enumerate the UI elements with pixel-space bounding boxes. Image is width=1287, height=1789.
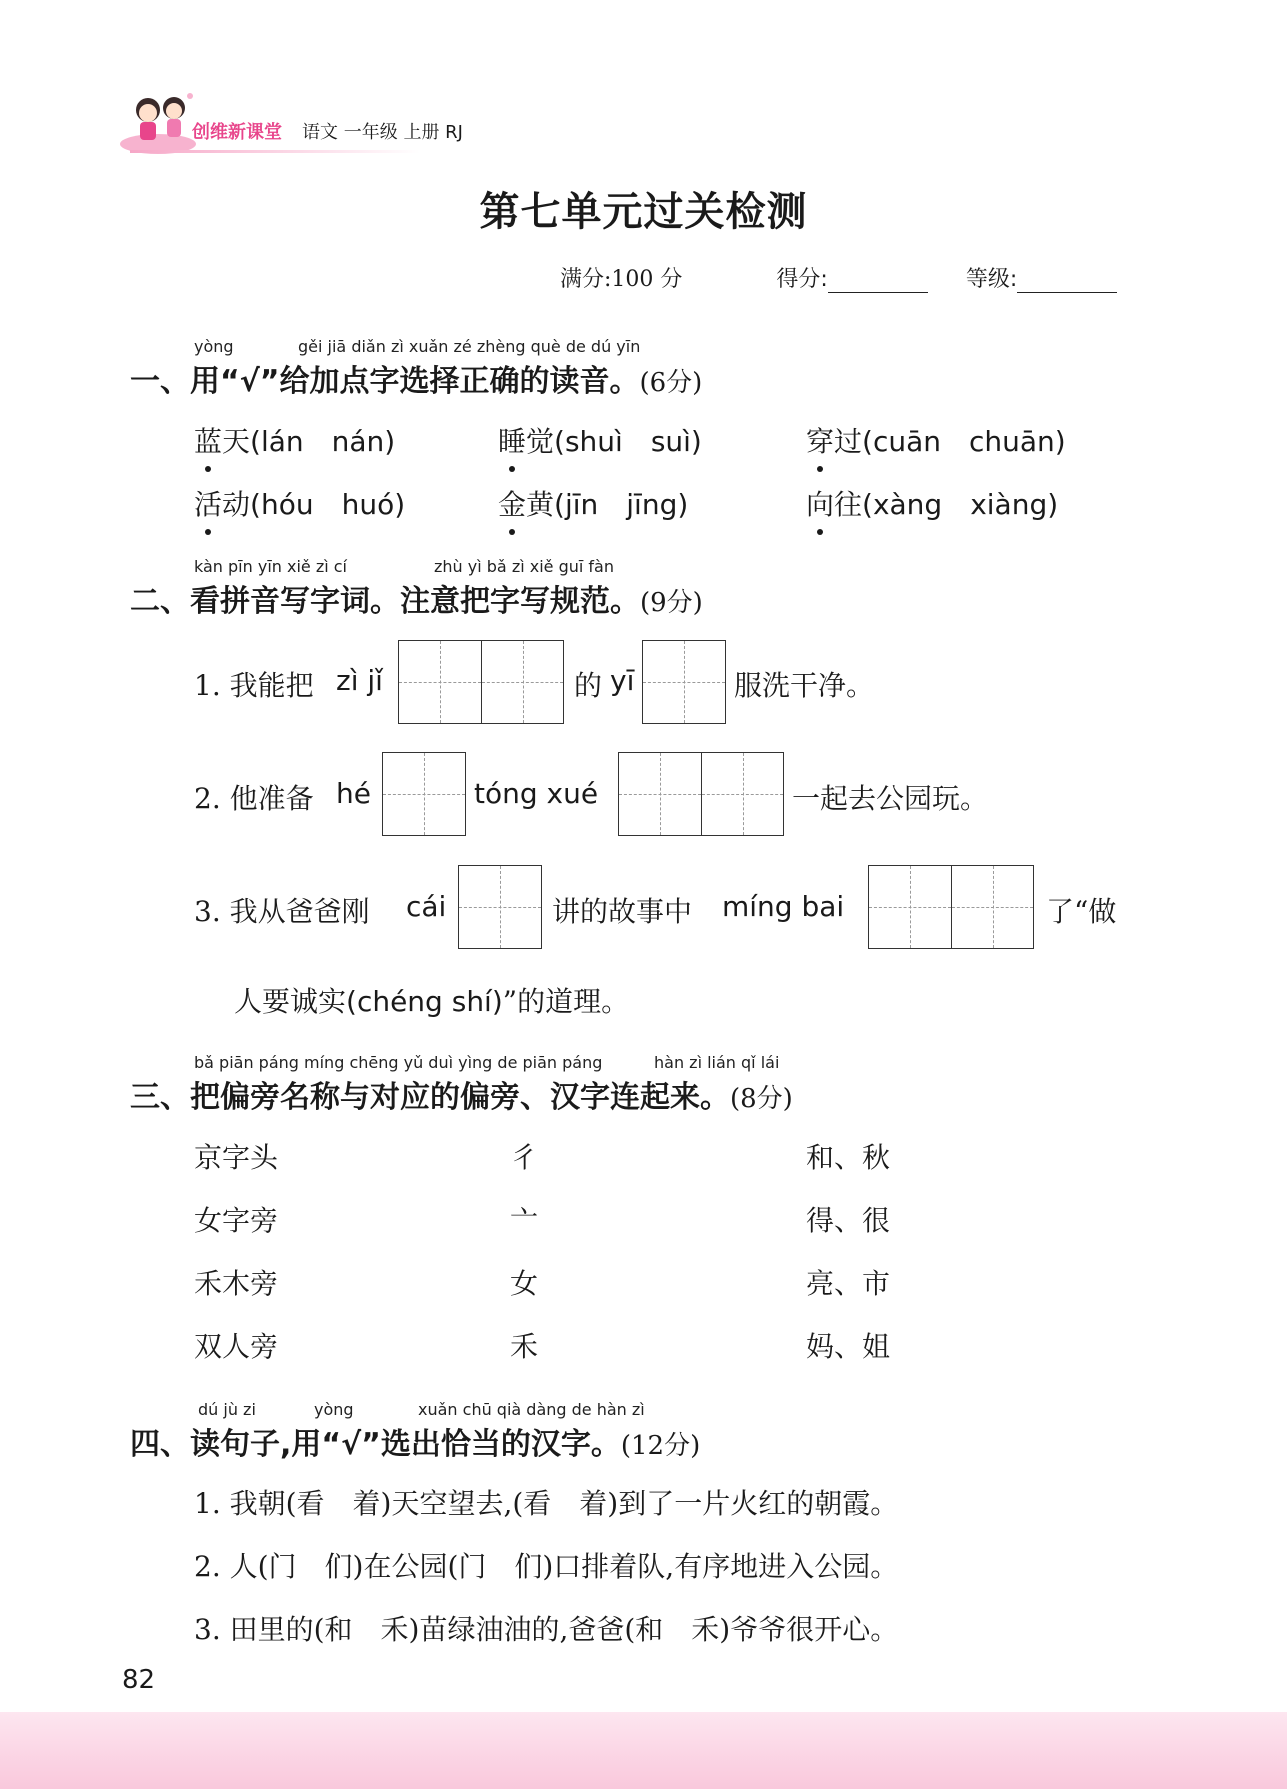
s4-pinyin-c: xuǎn chū qià dàng de hàn zì xyxy=(418,1400,645,1419)
s4-sentence-3[interactable]: 3. 田里的(和 禾)苗绿油油的,爸爸(和 禾)爷爷很开心。 xyxy=(194,1613,899,1646)
dotted-char: 蓝 xyxy=(194,420,222,460)
s4-heading xyxy=(130,1419,700,1463)
full-score: 满分:100 分 xyxy=(560,267,683,292)
s2-q2-py1: hé xyxy=(336,777,371,810)
s2-heading xyxy=(130,576,703,620)
header-divider xyxy=(130,150,420,153)
s2-q3-b: 讲的故事中 xyxy=(552,895,693,928)
s1-item-2 xyxy=(498,420,702,460)
s2-q1-box2[interactable] xyxy=(642,640,726,724)
pinyin-options[interactable]: (xàng xiàng) xyxy=(862,488,1059,521)
s2-q1-py2: yī xyxy=(610,664,635,697)
radical[interactable]: 彳 xyxy=(510,1141,539,1174)
s3-pinyin-b: hàn zì lián qǐ lái xyxy=(654,1053,780,1072)
s2-q2-box2[interactable] xyxy=(618,752,784,836)
pinyin-options[interactable]: (lán nán) xyxy=(250,425,396,458)
book-info: 语文 一年级 上册 RJ xyxy=(302,122,463,143)
s2-q2-box1[interactable] xyxy=(382,752,466,836)
s2-q2-b: 一起去公园玩。 xyxy=(792,782,989,815)
s4-sentence-2[interactable]: 2. 人(门 们)在公园(门 们)口排着队,有序地进入公园。 xyxy=(194,1550,899,1583)
grade-blank[interactable] xyxy=(1017,274,1117,293)
dotted-char: 穿 xyxy=(806,420,834,460)
char: 过 xyxy=(834,425,863,458)
pinyin-options[interactable]: (jīn jīng) xyxy=(554,488,689,521)
s2-q3-py2: míng bai xyxy=(722,890,845,923)
radical[interactable]: 女 xyxy=(510,1267,539,1300)
s3-heading-text: 三、把偏旁名称与对应的偏旁、汉字连起来。 xyxy=(130,1080,730,1115)
s2-q1-b: 的 xyxy=(574,669,603,702)
s2-q3-c: 了“做 xyxy=(1046,895,1117,928)
s1-item-6 xyxy=(806,483,1058,523)
pinyin-options[interactable]: (hóu huó) xyxy=(250,488,406,521)
char: 觉 xyxy=(526,425,555,458)
s1-heading xyxy=(130,356,702,400)
s2-q2-py2: tóng xué xyxy=(474,777,599,810)
example-chars[interactable]: 得、很 xyxy=(806,1204,891,1237)
s3-heading xyxy=(130,1072,793,1116)
s2-q3-box2[interactable] xyxy=(868,865,1034,949)
radical-name[interactable]: 女字旁 xyxy=(194,1204,279,1237)
radical-name[interactable]: 禾木旁 xyxy=(194,1267,279,1300)
s2-q3-a: 3. 我从爸爸刚 xyxy=(194,895,370,928)
dotted-char: 向 xyxy=(806,483,834,523)
s2-q1-a: 1. 我能把 xyxy=(194,669,314,702)
score-blank[interactable] xyxy=(828,274,928,293)
s4-pinyin-b: yòng xyxy=(314,1400,354,1419)
radical-name[interactable]: 京字头 xyxy=(194,1141,279,1174)
s1-points: (6分) xyxy=(639,368,703,398)
s2-q2-a: 2. 他准备 xyxy=(194,782,314,815)
footer-band xyxy=(0,1712,1287,1789)
char: 动 xyxy=(222,488,251,521)
s1-pinyin-b: gěi jiā diǎn zì xuǎn zé zhèng què de dú yīn xyxy=(298,337,641,356)
dotted-char: 睡 xyxy=(498,420,526,460)
radical[interactable]: 亠 xyxy=(510,1204,539,1237)
char: 黄 xyxy=(526,488,555,521)
s2-pinyin-b: zhù yì bǎ zì xiě guī fàn xyxy=(434,557,614,576)
score-row xyxy=(560,262,1117,293)
s2-q1-box1[interactable] xyxy=(398,640,564,724)
s2-q3-box1[interactable] xyxy=(458,865,542,949)
s2-q3-e: ”的道理。 xyxy=(502,985,630,1018)
s2-q3-py3: (chéng shí) xyxy=(346,985,503,1018)
example-chars[interactable]: 和、秋 xyxy=(806,1141,891,1174)
s2-q3-d: 人要诚实 xyxy=(234,985,347,1018)
s2-pinyin-a: kàn pīn yīn xiě zì cí xyxy=(194,557,347,576)
s3-pinyin-a: bǎ piān páng míng chēng yǔ duì yìng de piān páng xyxy=(194,1053,603,1072)
brand-name: 创维新课堂 xyxy=(192,122,282,143)
example-chars[interactable]: 亮、市 xyxy=(806,1267,891,1300)
radical-name[interactable]: 双人旁 xyxy=(194,1330,279,1363)
score-label: 得分: xyxy=(776,267,828,292)
s2-heading-text: 二、看拼音写字词。注意把字写规范。 xyxy=(130,584,640,619)
s2-q1-c: 服洗干净。 xyxy=(734,669,875,702)
pinyin-options[interactable]: (shuì suì) xyxy=(554,425,702,458)
s1-pinyin-a: yòng xyxy=(194,337,234,356)
char: 往 xyxy=(834,488,863,521)
dotted-char: 活 xyxy=(194,483,222,523)
s1-item-1 xyxy=(194,420,395,460)
char: 天 xyxy=(222,425,251,458)
dotted-char: 金 xyxy=(498,483,526,523)
s1-item-5 xyxy=(498,483,688,523)
s1-item-4 xyxy=(194,483,405,523)
s4-heading-text: 四、读句子,用“√”选出恰当的汉字。 xyxy=(130,1427,621,1462)
page-title: 第七单元过关检测 xyxy=(479,189,808,235)
radical[interactable]: 禾 xyxy=(510,1330,539,1363)
page-number: 82 xyxy=(122,1665,156,1695)
example-chars[interactable]: 妈、姐 xyxy=(806,1330,891,1363)
s1-heading-text: 一、用“√”给加点字选择正确的读音。 xyxy=(130,364,640,399)
s2-q1-py1: zì jǐ xyxy=(336,664,383,697)
pinyin-options[interactable]: (cuān chuān) xyxy=(862,425,1066,458)
s4-pinyin-a: dú jù zi xyxy=(198,1400,256,1419)
s1-item-3 xyxy=(806,420,1066,460)
s2-q3-line2 xyxy=(234,980,629,1020)
s2-points: (9分) xyxy=(640,588,703,618)
s4-sentence-1[interactable]: 1. 我朝(看 着)天空望去,(看 着)到了一片火红的朝霞。 xyxy=(194,1487,899,1520)
s4-points: (12分) xyxy=(620,1431,701,1461)
grade-label: 等级: xyxy=(965,267,1018,292)
s3-points: (8分) xyxy=(730,1084,793,1114)
s2-q3-py1: cái xyxy=(406,890,447,923)
